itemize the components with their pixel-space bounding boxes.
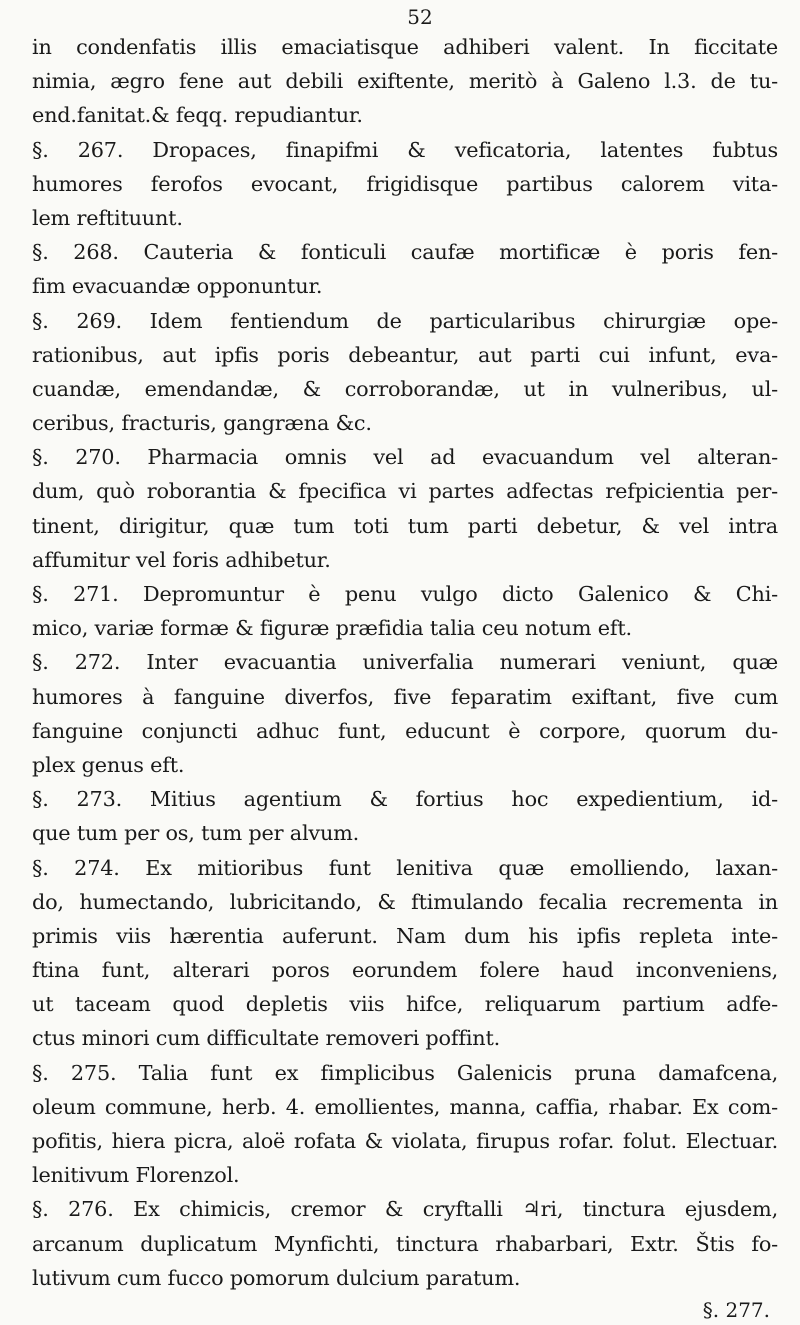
text-line: que tum per os, tum per alvum. <box>32 821 360 846</box>
body-text <box>32 30 778 1295</box>
text-line: fim evacuandæ opponuntur. <box>32 274 323 299</box>
text-line: in condenfatis illis emaciatisque adhiberi valent. In ficcitate <box>32 35 778 59</box>
text-line: fanguine conjuncti adhuc funt, educunt è corpore, quorum du- <box>32 718 778 743</box>
text-line: §. 272. Inter evacuantia univerfalia numerari veniunt, quæ <box>32 650 778 675</box>
text-line: §. 275. Talia funt ex fimplicibus Galenicis pruna damafcena, <box>32 1060 778 1085</box>
text-line: pofitis, hiera picra, aloë rofata & violata, firupus rofar. folut. Electuar. <box>32 1129 778 1153</box>
catchword: §. 277. <box>702 1297 770 1322</box>
text-line: ceribus, fracturis, gangræna &c. <box>32 411 372 436</box>
text-line: §. 268. Cauteria & fonticuli caufæ mortificæ è poris fen- <box>32 240 778 265</box>
text-line: §. 270. Pharmacia omnis vel ad evacuandum vel alteran- <box>32 445 778 470</box>
text-line: rationibus, aut ipfis poris debeantur, aut parti cui infunt, eva- <box>32 342 778 367</box>
text-line: cuandæ, emendandæ, & corroborandæ, ut in vulneribus, ul- <box>32 376 778 401</box>
text-line: humores ferofos evocant, frigidisque partibus calorem vita- <box>32 171 778 196</box>
text-line: tinent, dirigitur, quæ tum toti tum parti debetur, & vel intra <box>32 513 778 538</box>
text-line: §. 274. Ex mitioribus funt lenitiva quæ emolliendo, laxan- <box>32 855 778 880</box>
text-line: lutivum cum fucco pomorum dulcium paratum. <box>32 1265 521 1290</box>
text-line: plex genus eft. <box>32 752 185 777</box>
text-line: affumitur vel foris adhibetur. <box>32 547 331 572</box>
text-line: ut taceam quod depletis viis hifce, reliquarum partium adfe- <box>32 992 778 1017</box>
text-line: §. 276. Ex chimicis, cremor & cryftalli ♃ri, tinctura ejusdem, <box>32 1197 778 1222</box>
text-line: §. 273. Mitius agentium & fortius hoc expedientium, id- <box>32 787 778 812</box>
text-line: dum, quò roborantia & fpecifica vi partes adfectas refpicientia per- <box>32 479 778 504</box>
text-line: lem reftituunt. <box>32 205 183 230</box>
text-line: lenitivum Florenzol. <box>32 1163 240 1188</box>
text-line: humores à fanguine diverfos, five feparatim exiftant, five cum <box>32 684 778 709</box>
text-line: §. 271. Depromuntur è penu vulgo dicto Galenico & Chi- <box>32 582 778 606</box>
page-number: 52 <box>407 5 433 29</box>
text-line: arcanum duplicatum Mynfichti, tinctura rhabarbari, Extr. Štis fo- <box>32 1231 778 1256</box>
text-line: primis viis hærentia auferunt. Nam dum his ipfis repleta inte- <box>32 923 778 948</box>
text-line: ftina funt, alterari poros eorundem folere haud inconveniens, <box>32 958 778 983</box>
text-line: mico, variæ formæ & figuræ præfidia talia ceu notum eft. <box>32 616 632 641</box>
text-line: ctus minori cum difficultate removeri poffint. <box>32 1026 501 1051</box>
text-line: §. 267. Dropaces, finapifmi & veficatoria, latentes fubtus <box>32 137 778 162</box>
text-line: §. 269. Idem fentiendum de particularibus chirurgiæ ope- <box>32 308 778 333</box>
text-line: nimia, ægro fene aut debili exiftente, meritò à Galeno l.3. de tu- <box>32 69 778 94</box>
text-line: oleum commune, herb. 4. emollientes, manna, caffia, rhabar. Ex com- <box>32 1094 778 1119</box>
text-line: end.fanitat.& feqq. repudiantur. <box>32 103 363 128</box>
text-line: do, humectando, lubricitando, & ftimulando fecalia recrementa in <box>32 889 778 914</box>
